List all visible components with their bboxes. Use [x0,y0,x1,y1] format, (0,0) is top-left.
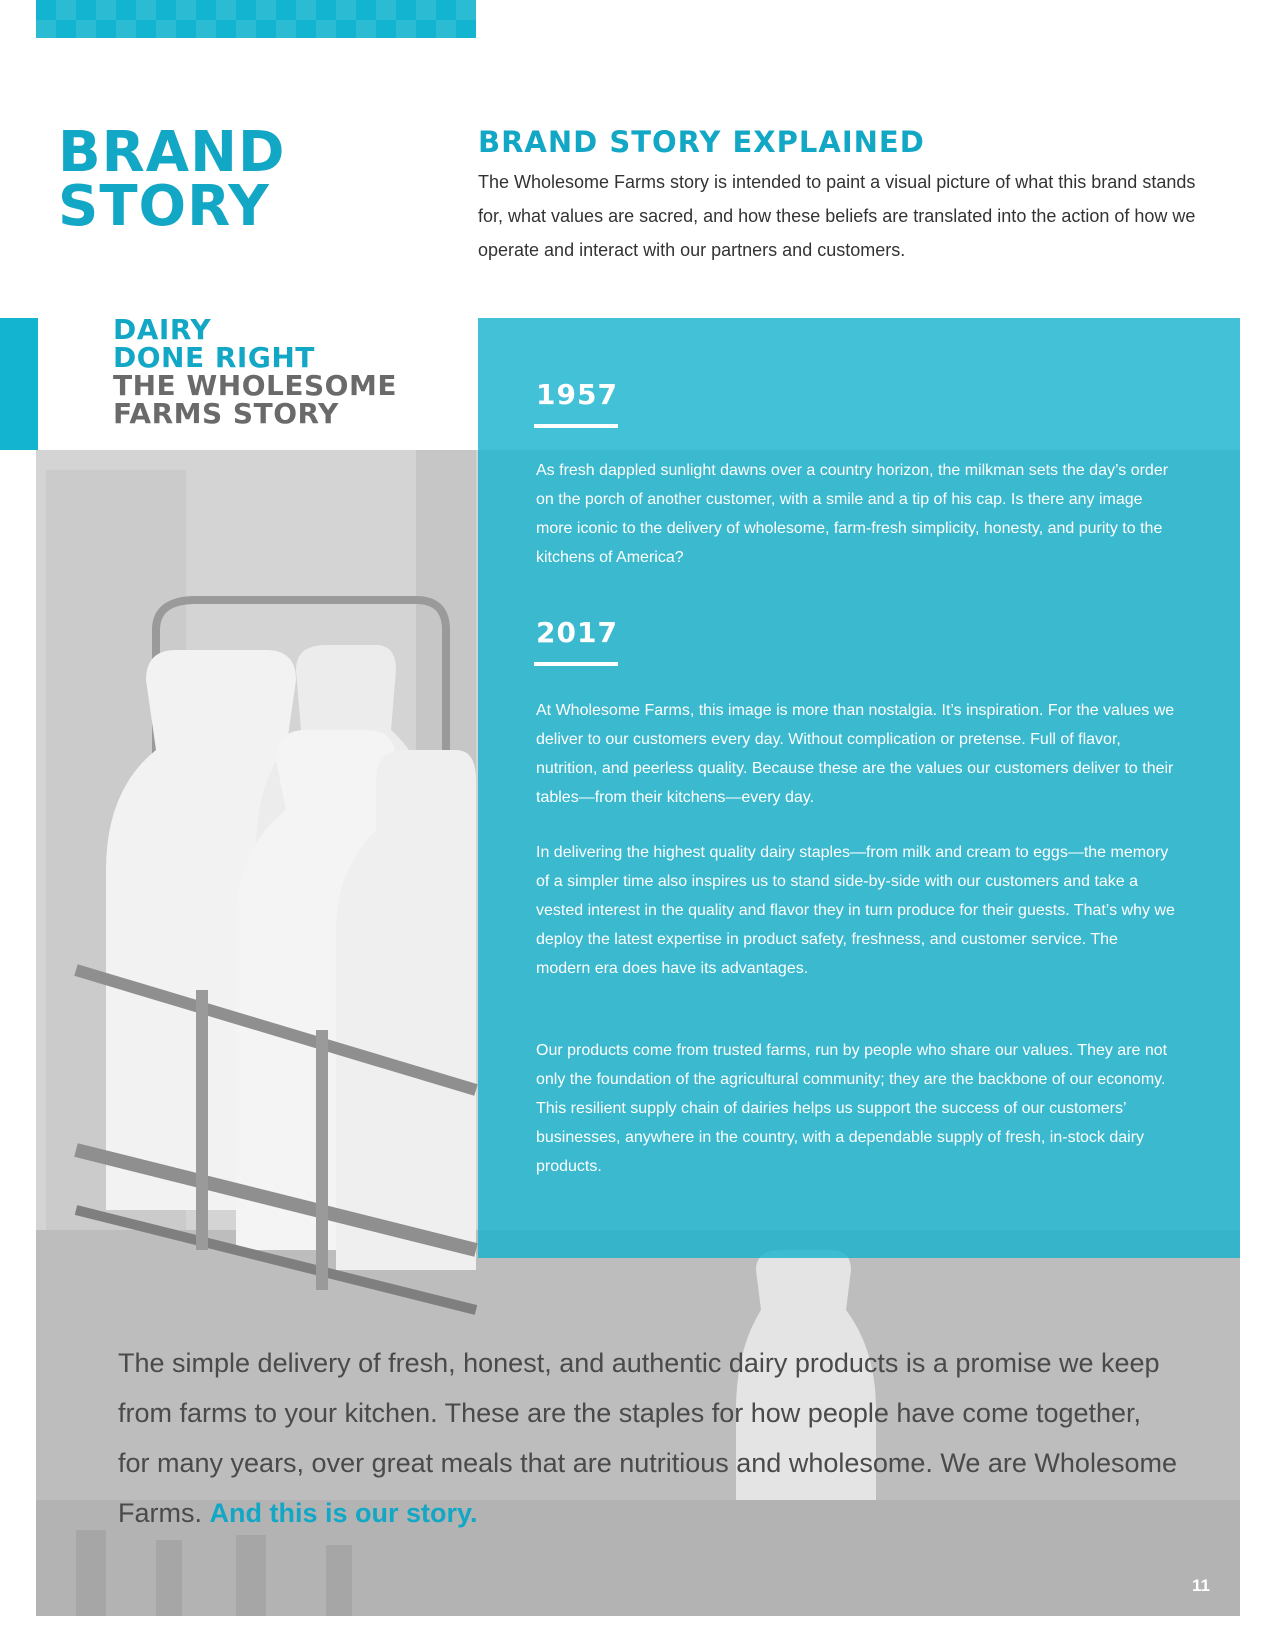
closing-text: The simple delivery of fresh, honest, and authentic dairy products is a promise we keep from farms to your kitchen. These are the staples for how people have come together, for many years, over great meals that are nutritious and wholesome. We are Wholesome Farms. [118,1348,1177,1528]
side-accent-bar [0,318,38,450]
paragraph-farms: Our products come from trusted farms, run by people who share our values. They are not only the foundation of the agricultural community; they are the backbone of our economy. This resilient supply chain of dairies helps us support the success of our customers’ businesses, anywhere in the country, with a dependable supply of fresh, in-stock dairy products. [536,1042,1168,1175]
page-number: 11 [1192,1576,1210,1595]
year-2017-rule [534,662,618,666]
page-title-line1: BRAND [58,120,286,185]
paragraph-1957: As fresh dappled sunlight dawns over a country horizon, the milkman sets the day’s order on the porch of another customer, with a smile and a tip of his cap. Is there any image more iconic to the delivery of wholesome, farm-fresh simplicity, honesty, and purity to the kitchens of America? [536,462,1169,566]
page-title [58,120,286,239]
year-1957-heading: 1957 [536,378,618,411]
year-2017-heading: 2017 [536,616,618,649]
subtitle-line4: FARMS STORY [113,397,339,430]
story-timeline-panel [478,318,1240,1258]
subtitle-line2: DONE RIGHT [113,341,315,374]
page-title-line2: STORY [58,174,270,239]
section-heading: BRAND STORY EXPLAINED [478,125,925,159]
closing-statement [118,1338,1178,1538]
section-intro: The Wholesome Farms story is intended to paint a visual picture of what this brand stands for, what values are sacred, and how these beliefs are translated into the action of how we operate and interact with our partners and customers. [478,172,1196,260]
top-decorative-band [36,0,476,38]
closing-accent: And this is our story. [209,1498,478,1528]
story-subtitle [113,313,397,430]
paragraph-staples: In delivering the highest quality dairy staples—from milk and cream to eggs—the memory of a simpler time also inspires us to stand side-by-side with our customers and take a vested interest in the quality and flavor they in turn produce for their guests. That’s why we deploy the latest expertise in product safety, freshness, and customer service. The modern era does have its advantages. [536,844,1175,977]
subtitle-line1: DAIRY [113,313,212,346]
year-1957-rule [534,424,618,428]
paragraph-2017-intro: At Wholesome Farms, this image is more than nostalgia. It’s inspiration. For the values we deliver to our customers every day. Without complication or pretense. Full of flavor, nutrition, and peerless quality. Because these are the values our customers deliver to their tables—from their kitchens—every day. [536,702,1175,806]
subtitle-line3: THE WHOLESOME [113,369,397,402]
